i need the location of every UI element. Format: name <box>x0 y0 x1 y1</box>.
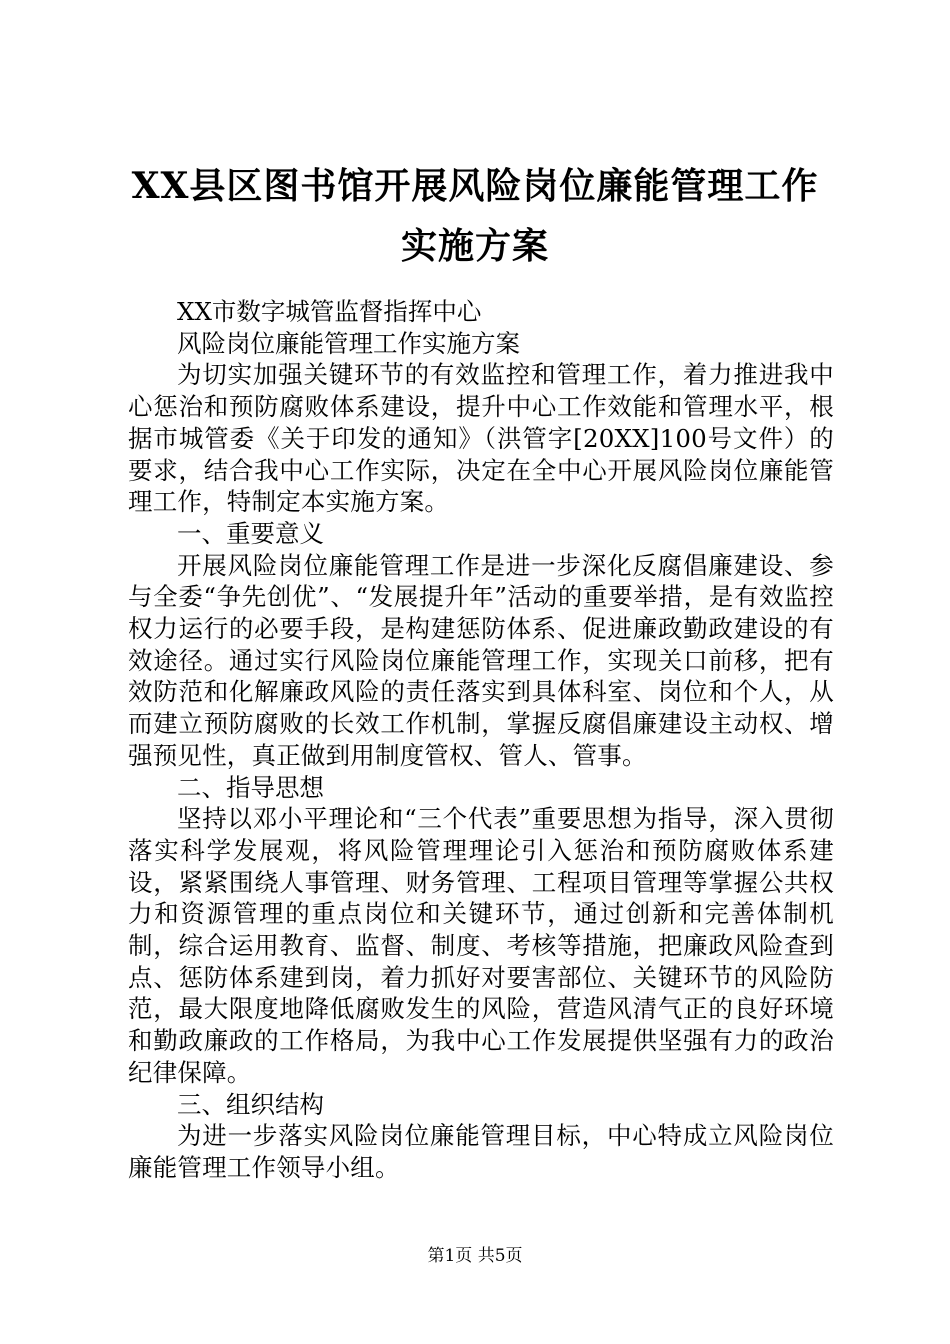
document-title: XX县区图书馆开展风险岗位廉能管理工作实施方案 <box>131 165 819 267</box>
plan-subtitle: 风险岗位廉能管理工作实施方案 <box>177 328 520 358</box>
significance-paragraph: 开展风险岗位廉能管理工作是进一步深化反腐倡廉建设、参与全委“争先创优”、“发展提升年”活动的重要举措，是有效监控权力运行的必要手段，是构建惩防体系、促进廉政勤政建设的有效途径。通过实行风险岗位廉能管理工作，实现关口前移，把有效防范和化解廉政风险的责任落实到具体科室、岗位和个人，从而建立预防腐败的长效工作机制，掌握反腐倡廉建设主动权、增强预见性，真正做到用制度管权、管人、管事。 <box>128 550 834 770</box>
section-heading-guiding-ideology: 二、指导思想 <box>177 772 324 802</box>
section-heading-organization: 三、组织结构 <box>177 1089 324 1119</box>
section-heading-significance: 一、重要意义 <box>177 518 324 548</box>
organization-line: XX市数字城管监督指挥中心 <box>177 297 482 326</box>
intro-paragraph: 为切实加强关键环节的有效监控和管理工作，着力推进我中心惩治和预防腐败体系建设，提升中心工作效能和管理水平，根据市城管委《关于印发的通知》（洪管字[20XX]100号文件）的要求，结合我中心工作实际，决定在全中心开展风险岗位廉能管理工作，特制定本实施方案。 <box>128 360 834 517</box>
guiding-ideology-paragraph: 坚持以邓小平理论和“三个代表”重要思想为指导，深入贯彻落实科学发展观，将风险管理理论引入惩治和预防腐败体系建设，紧紧围绕人事管理、财务管理、工程项目管理等掌握公共权力和资源管理的重点岗位和关键环节，通过创新和完善体制机制，综合运用教育、监督、制度、考核等措施，把廉政风险查到点、惩防体系建到岗，着力抓好对要害部位、关键环节的风险防范，最大限度地降低腐败发生的风险，营造风清气正的良好环境和勤政廉政的工作格局，为我中心工作发展提供坚强有力的政治纪律保障。 <box>128 804 834 1087</box>
document-body <box>128 296 834 1184</box>
organization-paragraph: 为进一步落实风险岗位廉能管理目标，中心特成立风险岗位廉能管理工作领导小组。 <box>128 1121 834 1182</box>
page-number-footer: 第1页 共5页 <box>427 1246 523 1266</box>
